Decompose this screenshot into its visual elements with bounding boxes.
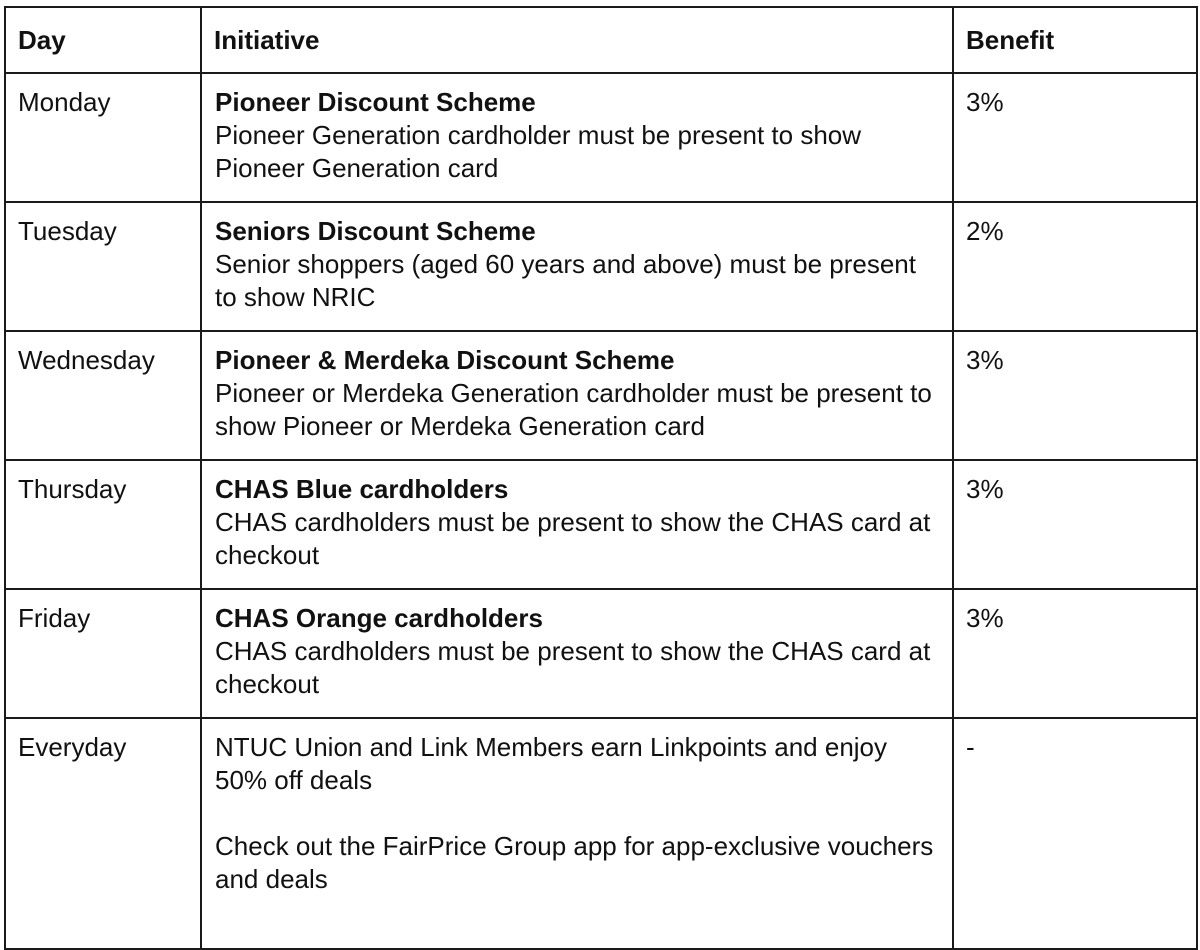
- day-cell: Friday: [5, 589, 201, 718]
- table-row-monday: [5, 73, 1197, 202]
- initiative-description: Pioneer or Merdeka Generation cardholder must be present to show Pioneer or Merdeka Generation card: [215, 378, 932, 441]
- initiative-description: CHAS cardholders must be present to show the CHAS card at checkout: [215, 507, 931, 570]
- day-cell: Monday: [5, 73, 201, 202]
- table-row-tuesday: [5, 202, 1197, 331]
- initiative-cell: [201, 331, 953, 460]
- initiative-cell: [201, 589, 953, 718]
- initiative-cell: [201, 73, 953, 202]
- initiative-title: CHAS Blue cardholders: [215, 474, 509, 504]
- table-row-friday: [5, 589, 1197, 718]
- header-day: Day: [5, 7, 201, 73]
- day-cell: Wednesday: [5, 331, 201, 460]
- benefit-cell: 3%: [953, 331, 1197, 460]
- table-row-wednesday: [5, 331, 1197, 460]
- initiative-title: Pioneer & Merdeka Discount Scheme: [215, 345, 675, 375]
- initiative-cell: [201, 202, 953, 331]
- benefit-cell: 3%: [953, 460, 1197, 589]
- benefit-cell: 3%: [953, 73, 1197, 202]
- day-cell: Thursday: [5, 460, 201, 589]
- discount-table-container: [4, 6, 1196, 945]
- benefit-cell: -: [953, 718, 1197, 949]
- initiative-title: Pioneer Discount Scheme: [215, 87, 536, 117]
- header-benefit: Benefit: [953, 7, 1197, 73]
- discount-schedule-table: [4, 6, 1198, 950]
- day-cell: Everyday: [5, 718, 201, 949]
- table-row-thursday: [5, 460, 1197, 589]
- initiative-paragraph-linkpoints: NTUC Union and Link Members earn Linkpoints and enjoy 50% off deals: [215, 732, 888, 795]
- initiative-cell: [201, 718, 953, 949]
- table-row-everyday: [5, 718, 1197, 949]
- initiative-paragraph-app: Check out the FairPrice Group app for app-exclusive vouchers and deals: [215, 831, 934, 894]
- initiative-title: CHAS Orange cardholders: [215, 603, 543, 633]
- initiative-description: CHAS cardholders must be present to show the CHAS card at checkout: [215, 636, 931, 699]
- initiative-title: Seniors Discount Scheme: [215, 216, 536, 246]
- benefit-cell: 2%: [953, 202, 1197, 331]
- initiative-cell: [201, 460, 953, 589]
- day-cell: Tuesday: [5, 202, 201, 331]
- header-initiative: Initiative: [201, 7, 953, 73]
- initiative-description: Senior shoppers (aged 60 years and above) must be present to show NRIC: [215, 249, 916, 312]
- table-header-row: [5, 7, 1197, 73]
- benefit-cell: 3%: [953, 589, 1197, 718]
- initiative-description: Pioneer Generation cardholder must be present to show Pioneer Generation card: [215, 120, 862, 183]
